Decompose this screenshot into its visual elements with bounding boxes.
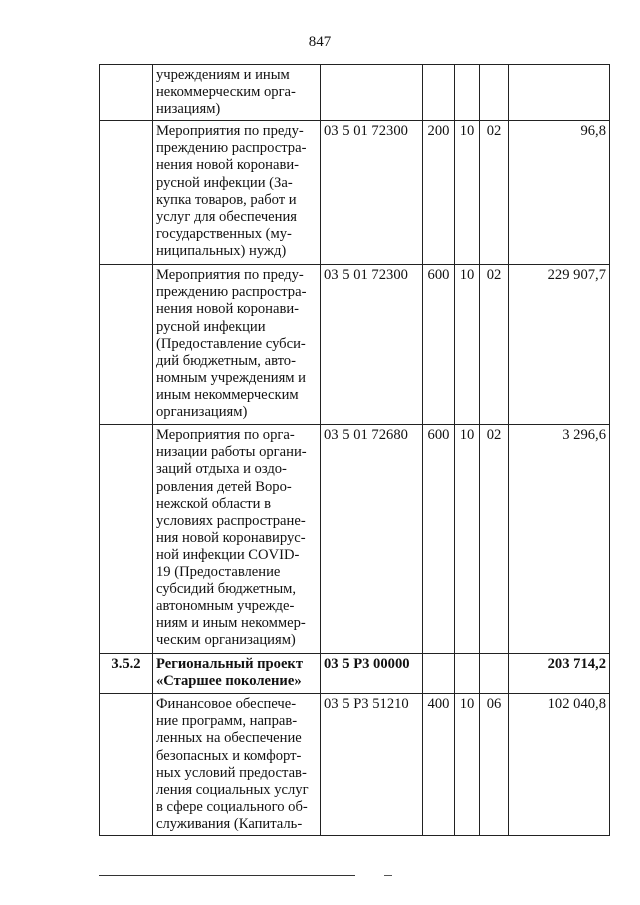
cell-target-article: 03 5 01 72680 — [321, 425, 423, 654]
cell-subsection: 06 — [480, 694, 509, 836]
cell-target-article: 03 5 01 72300 — [321, 265, 423, 425]
cell-name: Мероприятия по преду- преждению распростра- нения новой коронави- русной инфекции (За- купка товаров, работ и услуг для обеспечения государственных (му- ниципальных) нужд) — [153, 121, 321, 265]
cell-target-article — [321, 65, 423, 121]
table-row — [100, 694, 610, 836]
table-row — [100, 654, 610, 694]
cell-subsection — [480, 65, 509, 121]
cell-expense-type — [423, 654, 455, 694]
cell-expense-type: 600 — [423, 265, 455, 425]
cell-target-article: 03 5 01 72300 — [321, 121, 423, 265]
cell-amount: 102 040,8 — [509, 694, 610, 836]
cell-target-article: 03 5 P3 51210 — [321, 694, 423, 836]
cell-name: Мероприятия по орга- низации работы органи- заций отдыха и оздо- ровления детей Воро- нежской области в условиях распростране- ния новой коронавирус- ной инфекции COVID- 19 (Предоставление субсидий бюджетным, автономным учрежде- ниям и иным некоммер- ческим организациям) — [153, 425, 321, 654]
table-body — [100, 65, 610, 836]
cell-code — [100, 694, 153, 836]
table-row — [100, 65, 610, 121]
cell-code: 3.5.2 — [100, 654, 153, 694]
page-number: 847 — [308, 34, 332, 50]
cell-name: Финансовое обеспече- ние программ, направ- ленных на обеспечение безопасных и комфорт- ных условий предостав- ления социальных услуг в сфере социального об- служивания (Капиталь- — [153, 694, 321, 836]
cell-target-article: 03 5 P3 00000 — [321, 654, 423, 694]
cell-section: 10 — [455, 121, 480, 265]
cell-section — [455, 654, 480, 694]
table-row — [100, 265, 610, 425]
cell-name: Мероприятия по преду- преждению распростра- нения новой коронави- русной инфекции (Предоставление субси- дий бюджетным, авто- номным учреждениям и иным некоммерческим организациям) — [153, 265, 321, 425]
cell-amount: 229 907,7 — [509, 265, 610, 425]
cell-code — [100, 425, 153, 654]
cell-subsection: 02 — [480, 265, 509, 425]
table-row — [100, 121, 610, 265]
cell-section: 10 — [455, 425, 480, 654]
cell-expense-type: 400 — [423, 694, 455, 836]
cell-name: Региональный проект «Старшее поколение» — [153, 654, 321, 694]
cell-amount — [509, 65, 610, 121]
cell-expense-type: 600 — [423, 425, 455, 654]
cell-subsection: 02 — [480, 121, 509, 265]
cell-expense-type: 200 — [423, 121, 455, 265]
cell-subsection — [480, 654, 509, 694]
cell-expense-type — [423, 65, 455, 121]
cell-subsection: 02 — [480, 425, 509, 654]
cell-code — [100, 121, 153, 265]
table-row — [100, 425, 610, 654]
cell-code — [100, 265, 153, 425]
cell-section: 10 — [455, 265, 480, 425]
cell-code — [100, 65, 153, 121]
cell-amount: 203 714,2 — [509, 654, 610, 694]
footer-rule — [99, 875, 355, 876]
cell-section: 10 — [455, 694, 480, 836]
cell-amount: 96,8 — [509, 121, 610, 265]
budget-table — [99, 64, 610, 836]
cell-name: учреждениям и иным некоммерческим орга- низациям) — [153, 65, 321, 121]
cell-amount: 3 296,6 — [509, 425, 610, 654]
footer-dash-mark — [384, 875, 392, 876]
cell-section — [455, 65, 480, 121]
